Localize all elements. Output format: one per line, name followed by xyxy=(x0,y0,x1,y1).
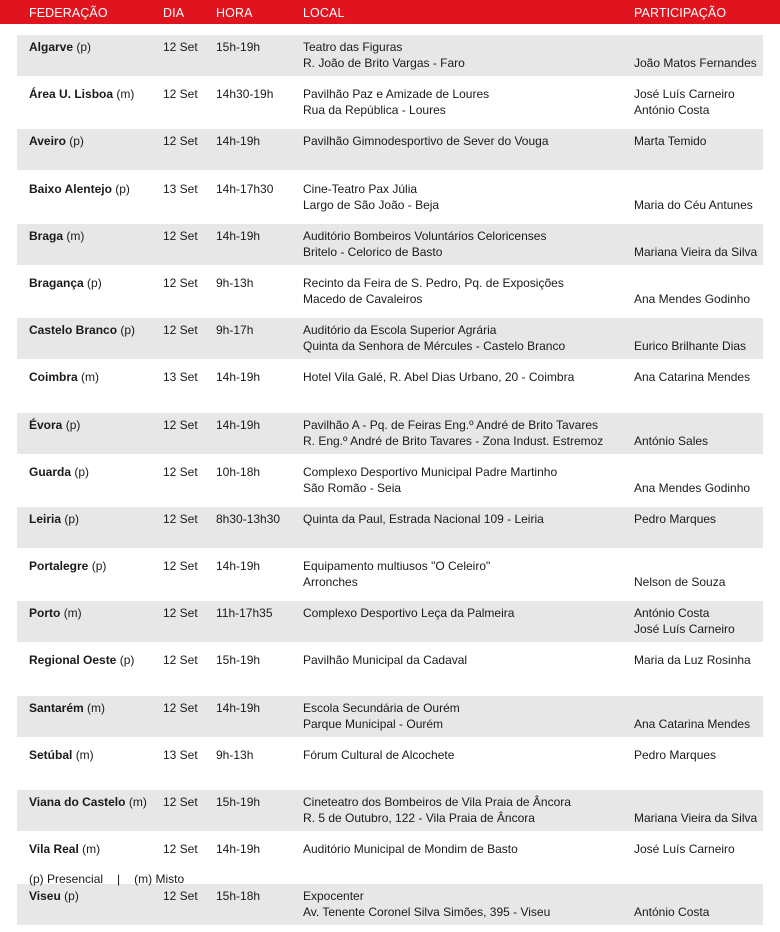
hora-cell: 15h-18h xyxy=(216,889,261,904)
dia-cell: 12 Set xyxy=(163,653,198,668)
local-cell xyxy=(303,181,439,213)
federacao-name: Área U. Lisboa xyxy=(29,87,114,102)
federacao-name: Algarve xyxy=(29,40,74,54)
participacao-cell xyxy=(634,464,750,496)
participacao-line-2 xyxy=(634,385,750,401)
local-line-1: Auditório Municipal de Mondim de Basto xyxy=(303,842,518,857)
federacao-name: Porto xyxy=(29,606,61,621)
local-line-2: Largo de São João - Beja xyxy=(303,197,440,212)
participacao-line-2 xyxy=(634,763,716,779)
hora-cell: 9h-17h xyxy=(216,323,254,338)
local-cell xyxy=(303,558,490,590)
local-line-2 xyxy=(303,621,514,637)
participacao-line-2: António Sales xyxy=(634,433,709,448)
table-row xyxy=(17,82,763,123)
dia-cell: 12 Set xyxy=(163,323,198,338)
legend-presencial: (p) Presencial xyxy=(29,872,104,886)
local-cell xyxy=(303,511,544,543)
participacao-line-2: Mariana Vieira da Silva xyxy=(634,811,758,825)
participacao-line-2: Ana Catarina Mendes xyxy=(634,716,751,731)
hora-cell: 8h30-13h30 xyxy=(216,511,281,526)
federacao-type: (p) xyxy=(74,464,90,479)
table-row xyxy=(17,790,763,831)
local-line-2 xyxy=(303,857,518,873)
dia-cell: 12 Set xyxy=(163,511,198,526)
table-row xyxy=(17,318,763,359)
participacao-cell xyxy=(634,417,708,449)
table-row xyxy=(17,35,763,76)
legend xyxy=(29,872,184,886)
participacao-line-2: Ana Mendes Godinho xyxy=(634,291,751,306)
federacao-name: Viana do Castelo xyxy=(29,795,126,809)
participacao-cell xyxy=(634,369,750,401)
federacao-name: Vila Real xyxy=(29,842,79,857)
table-row xyxy=(17,177,763,218)
local-line-1: Pavilhão Paz e Amizade de Loures xyxy=(303,87,490,102)
local-line-1: Cine-Teatro Pax Júlia xyxy=(303,181,418,196)
participacao-line-1: Pedro Marques xyxy=(634,511,717,526)
local-line-2: Quinta da Senhora de Mércules - Castelo Branco xyxy=(303,339,566,354)
federacao-name: Leiria xyxy=(29,511,62,526)
federacao-type: (m) xyxy=(87,700,106,715)
hora-cell: 11h-17h35 xyxy=(216,606,273,621)
participacao-cell xyxy=(634,133,706,165)
federacao-name: Bragança xyxy=(29,275,84,290)
federacao-name: Santarém xyxy=(29,700,84,715)
federacao-name: Coimbra xyxy=(29,370,78,385)
table-row xyxy=(17,271,763,312)
local-line-1: Fórum Cultural de Alcochete xyxy=(303,747,455,762)
federacao-cell xyxy=(29,747,94,763)
dia-cell: 12 Set xyxy=(163,889,198,904)
local-line-2 xyxy=(303,763,454,779)
table-row xyxy=(17,365,763,406)
local-line-2: Rua da República - Loures xyxy=(303,103,446,118)
federacao-cell xyxy=(29,652,134,668)
table-row xyxy=(17,696,763,737)
participacao-line-1: Pedro Marques xyxy=(634,747,717,762)
participacao-line-1 xyxy=(634,700,750,716)
hora-cell: 14h-19h xyxy=(216,559,261,574)
participacao-cell xyxy=(634,181,753,213)
local-line-2: R. 5 de Outubro, 122 - Vila Praia de Âncora xyxy=(303,811,535,825)
hora-cell: 14h-19h xyxy=(216,842,261,857)
federacao-name: Regional Oeste xyxy=(29,653,117,668)
federacao-cell xyxy=(29,275,102,291)
federacao-type: (m) xyxy=(128,795,147,809)
local-line-2: Britelo - Celorico de Basto xyxy=(303,244,443,259)
federacao-type: (p) xyxy=(76,40,92,54)
federacao-name: Guarda xyxy=(29,464,72,479)
federacao-cell xyxy=(29,322,135,338)
dia-cell: 12 Set xyxy=(163,87,198,102)
participacao-line-2: José Luís Carneiro xyxy=(634,622,735,637)
participacao-cell xyxy=(634,652,751,684)
federacao-cell xyxy=(29,39,91,55)
local-line-2: R. Eng.º André de Brito Tavares - Zona Indust. Estremoz xyxy=(303,433,604,448)
hora-cell: 15h-19h xyxy=(216,795,261,809)
table-row xyxy=(17,507,763,548)
federacao-type: (p) xyxy=(91,559,107,574)
column-header-federacao: FEDERAÇÃO xyxy=(29,6,108,20)
federacao-cell xyxy=(29,605,82,621)
local-line-1: Auditório da Escola Superior Agrária xyxy=(303,323,497,338)
local-line-1: Pavilhão A - Pq. de Feiras Eng.º André de Brito Tavares xyxy=(303,417,598,432)
local-line-2 xyxy=(303,149,549,165)
participacao-line-1: José Luís Carneiro xyxy=(634,842,735,857)
participacao-line-2: Maria do Céu Antunes xyxy=(634,197,753,212)
federacao-type: (m) xyxy=(66,228,85,243)
federacao-cell xyxy=(29,511,79,527)
local-line-1: Pavilhão Gimnodesportivo de Sever do Vouga xyxy=(303,134,549,149)
local-line-1: Cineteatro dos Bombeiros de Vila Praia de Âncora xyxy=(303,795,571,809)
local-cell xyxy=(303,747,454,779)
participacao-line-1 xyxy=(634,181,753,197)
participacao-line-2: António Costa xyxy=(634,905,710,920)
participacao-line-1 xyxy=(634,558,725,574)
federacao-cell xyxy=(29,133,84,149)
local-cell xyxy=(303,841,518,873)
local-cell xyxy=(303,417,603,449)
dia-cell: 12 Set xyxy=(163,795,198,809)
dia-cell: 12 Set xyxy=(163,228,198,243)
participacao-line-2 xyxy=(634,527,716,543)
participacao-line-1 xyxy=(634,275,750,291)
local-cell xyxy=(303,794,571,826)
federacao-type: (m) xyxy=(81,370,100,385)
federacao-cell xyxy=(29,228,84,244)
federacao-type: (p) xyxy=(87,275,102,290)
local-line-1: Complexo Desportivo Municipal Padre Martinho xyxy=(303,464,558,479)
hora-cell: 14h-19h xyxy=(216,417,261,432)
dia-cell: 13 Set xyxy=(163,181,198,196)
local-line-1: Quinta da Paul, Estrada Nacional 109 - Leiria xyxy=(303,511,544,526)
participacao-cell xyxy=(634,794,757,826)
local-cell xyxy=(303,39,465,71)
hora-cell: 9h-13h xyxy=(216,275,254,290)
local-line-1: Recinto da Feira de S. Pedro, Pq. de Exposições xyxy=(303,275,564,290)
hora-cell: 14h-19h xyxy=(216,700,261,715)
table-row xyxy=(17,743,763,784)
participacao-line-2: João Matos Fernandes xyxy=(634,56,757,70)
participacao-line-1: Maria da Luz Rosinha xyxy=(634,653,751,668)
hora-cell: 15h-19h xyxy=(216,653,261,668)
table-row xyxy=(17,460,763,501)
local-line-1: Expocenter xyxy=(303,889,364,904)
local-cell xyxy=(303,322,565,354)
dia-cell: 12 Set xyxy=(163,464,198,479)
events-table xyxy=(17,35,763,932)
dia-cell: 12 Set xyxy=(163,275,198,290)
participacao-line-2 xyxy=(634,668,751,684)
federacao-type: (m) xyxy=(116,87,135,102)
local-line-2: Arronches xyxy=(303,575,358,590)
hora-cell: 15h-19h xyxy=(216,40,261,54)
column-header-local: LOCAL xyxy=(303,6,345,20)
federacao-cell xyxy=(29,464,89,480)
table-row xyxy=(17,413,763,454)
dia-cell: 13 Set xyxy=(163,370,198,385)
federacao-type: (m) xyxy=(82,842,101,857)
local-cell xyxy=(303,86,489,118)
federacao-cell xyxy=(29,417,80,433)
federacao-name: Viseu xyxy=(29,889,61,904)
local-line-1: Equipamento multiusos "O Celeiro" xyxy=(303,559,491,574)
local-line-2: Parque Municipal - Ourém xyxy=(303,716,444,731)
local-line-1: Complexo Desportivo Leça da Palmeira xyxy=(303,606,515,621)
federacao-cell xyxy=(29,181,130,197)
federacao-name: Castelo Branco xyxy=(29,323,118,338)
participacao-line-2: Mariana Vieira da Silva xyxy=(634,244,758,259)
dia-cell: 12 Set xyxy=(163,417,198,432)
table-row xyxy=(17,601,763,642)
local-line-1: Pavilhão Municipal da Cadaval xyxy=(303,653,468,668)
local-cell xyxy=(303,464,557,496)
participacao-line-1 xyxy=(634,322,746,338)
participacao-line-2 xyxy=(634,149,706,165)
participacao-cell xyxy=(634,322,746,354)
federacao-cell xyxy=(29,700,105,716)
participacao-line-1 xyxy=(634,39,757,55)
dia-cell: 12 Set xyxy=(163,559,198,574)
local-line-2 xyxy=(303,527,544,543)
local-cell xyxy=(303,228,546,260)
federacao-cell xyxy=(29,841,100,857)
participacao-line-2: Eurico Brilhante Dias xyxy=(634,339,747,354)
participacao-line-2: António Costa xyxy=(634,103,710,118)
hora-cell: 14h-17h30 xyxy=(216,181,274,196)
participacao-cell xyxy=(634,275,750,307)
dia-cell: 12 Set xyxy=(163,40,198,54)
hora-cell: 9h-13h xyxy=(216,747,254,762)
participacao-cell xyxy=(634,86,735,118)
federacao-type: (p) xyxy=(119,653,135,668)
local-cell xyxy=(303,888,550,920)
participacao-line-1 xyxy=(634,228,757,244)
local-line-2: Macedo de Cavaleiros xyxy=(303,291,423,306)
participacao-line-1: José Luís Carneiro xyxy=(634,87,735,102)
local-cell xyxy=(303,275,564,307)
participacao-line-1 xyxy=(634,417,708,433)
column-header-hora: HORA xyxy=(216,6,253,20)
participacao-cell xyxy=(634,700,750,732)
local-cell xyxy=(303,605,514,637)
participacao-cell xyxy=(634,228,757,260)
local-cell xyxy=(303,652,467,684)
participacao-cell xyxy=(634,841,735,873)
table-row xyxy=(17,554,763,595)
local-line-1: Auditório Bombeiros Voluntários Celoricenses xyxy=(303,228,547,243)
federacao-type: (p) xyxy=(120,323,136,338)
participacao-line-1: António Costa xyxy=(634,606,710,621)
federacao-name: Évora xyxy=(29,417,63,432)
hora-cell: 14h-19h xyxy=(216,370,261,385)
table-header xyxy=(0,0,780,24)
federacao-type: (p) xyxy=(69,134,84,149)
hora-cell: 14h-19h xyxy=(216,228,261,243)
participacao-cell xyxy=(634,39,757,71)
local-line-2: São Romão - Seia xyxy=(303,480,402,495)
local-line-2: R. João de Brito Vargas - Faro xyxy=(303,56,465,70)
legend-separator: | xyxy=(117,872,121,886)
federacao-type: (m) xyxy=(75,747,94,762)
local-line-1: Hotel Vila Galé, R. Abel Dias Urbano, 20 - Coimbra xyxy=(303,370,575,385)
federacao-type: (p) xyxy=(64,511,80,526)
federacao-type: (p) xyxy=(64,889,79,904)
legend-misto: (m) Misto xyxy=(134,872,185,886)
participacao-cell xyxy=(634,888,709,920)
column-header-participacao: PARTICIPAÇÃO xyxy=(634,6,727,20)
hora-cell: 14h-19h xyxy=(216,134,261,149)
federacao-cell xyxy=(29,558,106,574)
local-line-1: Escola Secundária de Ourém xyxy=(303,700,460,715)
federacao-name: Braga xyxy=(29,228,64,243)
dia-cell: 12 Set xyxy=(163,700,198,715)
federacao-type: (m) xyxy=(63,606,82,621)
dia-cell: 12 Set xyxy=(163,134,198,149)
local-cell xyxy=(303,369,574,401)
federacao-type: (p) xyxy=(65,417,81,432)
dia-cell: 12 Set xyxy=(163,606,198,621)
participacao-line-1: Marta Temido xyxy=(634,134,707,149)
federacao-cell xyxy=(29,369,99,385)
table-row xyxy=(17,129,763,170)
hora-cell: 14h30-19h xyxy=(216,87,274,102)
table-row xyxy=(17,648,763,689)
participacao-cell xyxy=(634,747,716,779)
participacao-cell xyxy=(634,558,725,590)
federacao-type: (p) xyxy=(115,181,130,196)
participacao-cell xyxy=(634,605,735,637)
federacao-cell xyxy=(29,794,147,810)
local-line-2 xyxy=(303,385,574,401)
local-line-2 xyxy=(303,668,467,684)
dia-cell: 12 Set xyxy=(163,842,198,857)
participacao-cell xyxy=(634,511,716,543)
federacao-name: Baixo Alentejo xyxy=(29,181,112,196)
participacao-line-2 xyxy=(634,857,735,873)
federacao-cell xyxy=(29,86,134,102)
local-cell xyxy=(303,133,549,165)
participacao-line-1 xyxy=(634,794,757,810)
participacao-line-2: Ana Mendes Godinho xyxy=(634,480,751,495)
dia-cell: 13 Set xyxy=(163,747,198,762)
participacao-line-2: Nelson de Souza xyxy=(634,575,726,590)
local-line-2: Av. Tenente Coronel Silva Simões, 395 - Viseu xyxy=(303,905,551,920)
hora-cell: 10h-18h xyxy=(216,464,261,479)
local-cell xyxy=(303,700,460,732)
federacao-name: Setúbal xyxy=(29,747,73,762)
table-row xyxy=(17,884,763,925)
federacao-name: Portalegre xyxy=(29,559,89,574)
participacao-line-1 xyxy=(634,464,750,480)
federacao-name: Aveiro xyxy=(29,134,66,149)
column-header-dia: DIA xyxy=(163,6,185,20)
table-row xyxy=(17,224,763,265)
local-line-1: Teatro das Figuras xyxy=(303,40,403,54)
participacao-line-1: Ana Catarina Mendes xyxy=(634,370,751,385)
